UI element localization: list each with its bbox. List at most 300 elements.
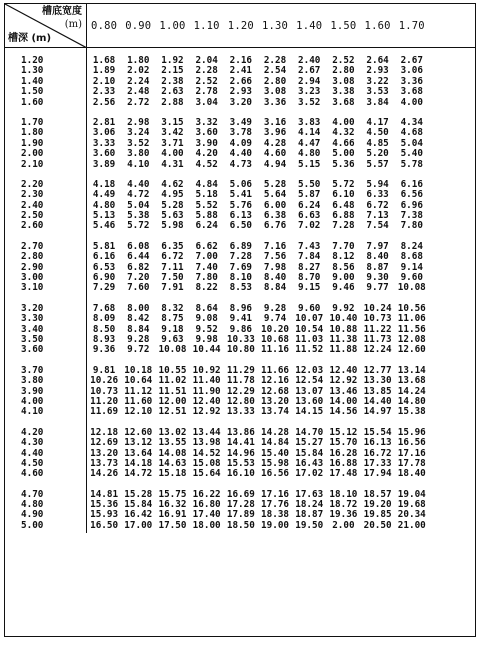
value-cell: 11.29 [226,364,255,376]
value-cell: 3.23 [298,86,321,98]
value-cell: 2.15 [161,65,184,77]
value-cell: 2.78 [195,86,218,98]
value-cell: 2.00 [332,519,355,531]
value-cell: 5.00 [332,148,355,160]
value-cell: 12.18 [90,426,119,438]
value-cell: 12.68 [261,385,290,397]
value-cell: 5.04 [400,137,423,149]
value-cell: 6.82 [127,261,150,273]
depth-cell: 4.00 [21,395,44,407]
value-cell: 1.92 [161,55,184,66]
value-cell: 13.12 [124,437,153,449]
value-cell: 3.60 [92,148,116,160]
value-cell: 19.36 [329,509,358,521]
value-cell: 4.60 [263,148,287,160]
data-table [4,3,476,637]
column-header: 1.50 [330,19,357,32]
value-cell: 3.33 [92,137,116,149]
value-cell: 2.28 [195,65,218,77]
value-cell: 10.73 [363,313,392,325]
value-cell: 15.93 [90,509,119,521]
value-cell: 2.10 [92,75,116,87]
depth-cell: 1.30 [21,65,44,77]
value-cell: 3.36 [400,75,423,87]
value-cell: 6.88 [332,210,355,222]
value-cell: 11.56 [397,323,426,335]
value-cell: 15.08 [192,457,221,469]
value-cell: 14.00 [329,395,358,407]
value-cell: 10.88 [329,323,358,335]
column-header: 1.20 [227,19,254,32]
value-cell: 7.56 [263,251,287,263]
value-cell: 16.43 [295,457,324,469]
value-cell: 6.96 [400,199,423,211]
row-group [5,172,475,234]
value-cell: 5.63 [161,210,184,222]
value-cell: 2.04 [195,55,218,66]
value-cell: 1.89 [92,65,116,77]
table-row [5,521,475,531]
value-cell: 15.64 [192,468,221,480]
value-cell: 2.93 [229,86,253,98]
value-cell: 16.56 [397,437,426,449]
value-cell: 3.15 [161,116,184,128]
value-cell: 7.29 [92,282,116,294]
value-cell: 5.78 [400,158,423,170]
value-cell: 5.87 [298,189,321,201]
value-cell: 13.64 [124,447,153,459]
value-cell: 3.52 [298,96,321,108]
value-cell: 3.04 [195,96,218,108]
value-cell: 18.57 [363,488,392,500]
value-cell: 2.64 [366,55,389,66]
value-cell: 3.06 [92,127,116,139]
value-cell: 8.70 [298,272,321,284]
column-header: 0.90 [125,19,152,32]
value-cell: 2.54 [263,65,287,77]
value-cell: 4.50 [366,127,389,139]
value-cell: 3.96 [263,127,287,139]
value-cell: 1.80 [127,55,150,66]
value-cell: 17.63 [295,488,324,500]
value-cell: 2.80 [332,65,355,77]
value-cell: 14.96 [226,447,255,459]
row-group [5,110,475,172]
depth-cell: 4.50 [21,457,44,469]
value-cell: 6.13 [229,210,253,222]
value-cell: 17.78 [397,457,426,469]
depth-cell: 2.30 [21,189,44,201]
value-cell: 7.16 [263,240,287,252]
value-cell: 6.63 [298,210,321,222]
value-cell: 13.44 [192,426,221,438]
depth-cell: 3.80 [21,375,44,387]
value-cell: 13.68 [397,375,426,387]
depth-cell: 5.00 [21,519,44,531]
value-cell: 8.56 [332,261,355,273]
value-cell: 11.60 [124,395,153,407]
value-cell: 16.10 [226,468,255,480]
value-cell: 4.80 [298,148,321,160]
value-cell: 13.46 [329,385,358,397]
value-cell: 16.88 [329,457,358,469]
column-header: 1.70 [398,19,425,32]
value-cell: 19.85 [363,509,392,521]
value-cell: 14.24 [397,385,426,397]
value-cell: 14.41 [226,437,255,449]
value-cell: 2.56 [92,96,116,108]
value-cell: 20.34 [397,509,426,521]
value-cell: 3.38 [332,86,355,98]
value-cell: 8.64 [195,302,218,314]
value-cell: 4.66 [332,137,355,149]
value-cell: 7.28 [229,251,253,263]
value-cell: 3.52 [127,137,150,149]
value-cell: 5.88 [195,210,218,222]
value-cell: 8.32 [161,302,184,314]
value-cell: 3.36 [263,96,287,108]
value-cell: 5.36 [332,158,355,170]
value-cell: 19.68 [397,499,426,511]
depth-cell: 2.90 [21,261,44,273]
value-cell: 4.85 [366,137,389,149]
table-row [5,407,475,417]
value-cell: 10.40 [329,313,358,325]
row-group [5,296,475,358]
value-cell: 5.28 [161,199,184,211]
value-cell: 3.83 [298,116,321,128]
value-cell: 9.77 [366,282,389,294]
value-cell: 7.80 [195,272,218,284]
value-cell: 2.40 [298,55,321,66]
value-cell: 9.41 [229,313,253,325]
value-cell: 17.48 [329,468,358,480]
value-cell: 2.24 [127,75,150,87]
value-cell: 6.72 [161,251,184,263]
value-cell: 21.00 [397,519,426,531]
depth-cell: 1.40 [21,75,44,87]
value-cell: 4.95 [161,189,184,201]
value-cell: 3.32 [195,116,218,128]
value-cell: 18.10 [329,488,358,500]
value-cell: 7.00 [195,251,218,263]
table-row [5,87,475,97]
depth-cell: 3.10 [21,282,44,294]
value-cell: 11.03 [295,333,324,345]
value-cell: 12.00 [158,395,187,407]
value-cell: 5.94 [366,178,389,190]
value-cell: 14.56 [329,406,358,418]
value-cell: 13.73 [90,457,119,469]
value-cell: 2.67 [298,65,321,77]
value-cell: 10.20 [261,323,290,335]
depth-cell: 3.20 [21,302,44,314]
depth-cell: 4.10 [21,406,44,418]
value-cell: 9.63 [161,333,184,345]
value-cell: 14.26 [90,468,119,480]
value-cell: 17.89 [226,509,255,521]
value-cell: 9.28 [127,333,150,345]
value-cell: 7.13 [366,210,389,222]
value-cell: 6.24 [195,220,218,232]
value-cell: 10.68 [261,333,290,345]
value-cell: 12.03 [295,364,324,376]
value-cell: 4.14 [298,127,321,139]
value-cell: 5.72 [127,220,150,232]
value-cell: 4.00 [161,148,184,160]
value-cell: 12.51 [158,406,187,418]
value-cell: 6.10 [332,189,355,201]
value-cell: 10.92 [192,364,221,376]
row-group [5,482,475,534]
value-cell: 5.38 [127,210,150,222]
value-cell: 8.68 [400,251,423,263]
value-cell: 2.98 [127,116,150,128]
value-cell: 7.40 [195,261,218,273]
value-cell: 16.32 [158,499,187,511]
value-cell: 3.49 [229,116,253,128]
value-cell: 11.51 [158,385,187,397]
value-cell: 8.87 [366,261,389,273]
value-cell: 7.38 [400,210,423,222]
value-cell: 6.53 [92,261,116,273]
value-cell: 17.40 [192,509,221,521]
value-cell: 8.42 [127,313,150,325]
value-cell: 8.10 [229,272,253,284]
value-cell: 9.86 [229,323,253,335]
value-cell: 8.84 [263,282,287,294]
value-cell: 4.32 [332,127,355,139]
value-cell: 12.77 [363,364,392,376]
value-cell: 11.66 [261,364,290,376]
value-cell: 5.50 [298,178,321,190]
value-cell: 11.52 [295,344,324,356]
value-cell: 2.02 [127,65,150,77]
depth-cell: 1.80 [21,127,44,139]
value-cell: 9.72 [127,344,150,356]
depth-cell: 4.60 [21,468,44,480]
table-row [5,221,475,231]
value-cell: 9.81 [92,364,116,376]
value-cell: 7.20 [127,272,150,284]
value-cell: 7.97 [366,240,389,252]
value-cell: 17.50 [158,519,187,531]
value-cell: 7.60 [127,282,150,294]
value-cell: 13.20 [90,447,119,459]
value-cell: 17.94 [363,468,392,480]
value-cell: 5.41 [229,189,253,201]
column-header: 1.00 [159,19,186,32]
bottom-width-label: 槽底宽度 [42,6,82,17]
value-cell: 8.27 [298,261,321,273]
value-cell: 10.56 [397,302,426,314]
value-cell: 17.00 [124,519,153,531]
value-cell: 5.64 [263,189,287,201]
value-cell: 7.84 [298,251,321,263]
value-cell: 18.87 [295,509,324,521]
value-cell: 5.46 [92,220,116,232]
value-cell: 19.00 [261,519,290,531]
value-cell: 3.08 [263,86,287,98]
value-cell: 11.16 [261,344,290,356]
value-cell: 6.89 [229,240,253,252]
value-cell: 12.40 [192,395,221,407]
value-cell: 5.13 [92,210,116,222]
value-cell: 14.97 [363,406,392,418]
value-cell: 4.84 [195,178,218,190]
value-cell: 5.06 [229,178,253,190]
value-cell: 12.24 [363,344,392,356]
value-cell: 3.89 [92,158,116,170]
value-cell: 8.40 [366,251,389,263]
value-cell: 9.52 [195,323,218,335]
value-cell: 13.30 [363,375,392,387]
row-group [5,234,475,296]
value-cell: 16.50 [90,519,119,531]
value-cell: 6.62 [195,240,218,252]
depth-cell: 2.40 [21,199,44,211]
value-cell: 6.16 [400,178,423,190]
value-cell: 5.15 [298,158,321,170]
value-cell: 11.02 [158,375,187,387]
column-header: 1.40 [296,19,323,32]
value-cell: 3.60 [195,127,218,139]
value-cell: 10.24 [363,302,392,314]
depth-cell: 4.30 [21,437,44,449]
value-cell: 4.68 [400,127,423,139]
value-cell: 9.15 [298,282,321,294]
value-cell: 13.14 [397,364,426,376]
value-cell: 5.57 [366,158,389,170]
value-cell: 14.40 [363,395,392,407]
value-cell: 12.60 [397,344,426,356]
value-cell: 7.11 [161,261,184,273]
table-row [5,98,475,108]
value-cell: 20.50 [363,519,392,531]
value-cell: 16.28 [329,447,358,459]
value-cell: 16.72 [363,447,392,459]
value-cell: 9.92 [332,302,355,314]
value-cell: 4.94 [263,158,287,170]
value-cell: 9.18 [161,323,184,335]
value-cell: 12.40 [329,364,358,376]
value-cell: 4.10 [127,158,150,170]
depth-cell: 4.20 [21,426,44,438]
value-cell: 11.40 [192,375,221,387]
table-row [5,438,475,448]
value-cell: 2.72 [127,96,150,108]
value-cell: 8.93 [92,333,116,345]
value-cell: 10.44 [192,344,221,356]
value-cell: 10.55 [158,364,187,376]
value-cell: 15.84 [124,499,153,511]
value-cell: 5.18 [195,189,218,201]
value-cell: 6.56 [400,189,423,201]
depth-cell: 1.60 [21,96,44,108]
value-cell: 13.33 [226,406,255,418]
value-cell: 3.68 [400,86,423,98]
value-cell: 8.40 [263,272,287,284]
value-cell: 13.55 [158,437,187,449]
value-cell: 18.72 [329,499,358,511]
column-header: 1.60 [364,19,391,32]
table-row [5,283,475,293]
value-cell: 10.73 [90,385,119,397]
value-cell: 12.54 [295,375,324,387]
value-cell: 12.69 [90,437,119,449]
value-cell: 10.26 [90,375,119,387]
value-cell: 3.24 [127,127,150,139]
value-cell: 7.50 [161,272,184,284]
value-cell: 4.80 [92,199,116,211]
value-cell: 14.72 [124,468,153,480]
value-cell: 2.88 [161,96,184,108]
value-cell: 12.92 [192,406,221,418]
row-group [5,420,475,482]
value-cell: 11.88 [329,344,358,356]
value-cell: 2.81 [92,116,116,128]
depth-cell: 4.40 [21,447,44,459]
column-header: 0.80 [91,19,118,32]
value-cell: 15.54 [363,426,392,438]
value-cell: 16.22 [192,488,221,500]
value-cell: 8.09 [92,313,116,325]
value-cell: 14.81 [90,488,119,500]
value-cell: 4.52 [195,158,218,170]
value-cell: 10.07 [295,313,324,325]
value-cell: 12.80 [226,395,255,407]
value-cell: 15.96 [397,426,426,438]
value-cell: 13.20 [261,395,290,407]
value-cell: 12.92 [329,375,358,387]
value-cell: 15.70 [329,437,358,449]
value-cell: 2.93 [366,65,389,77]
value-cell: 12.08 [397,333,426,345]
depth-cell: 3.90 [21,385,44,397]
value-cell: 7.28 [332,220,355,232]
depth-cell: 2.50 [21,210,44,222]
depth-cell: 3.30 [21,313,44,325]
value-cell: 3.20 [229,96,253,108]
value-cell: 17.16 [397,447,426,459]
value-cell: 3.42 [161,127,184,139]
value-cell: 16.80 [192,499,221,511]
value-cell: 2.67 [400,55,423,66]
value-cell: 4.72 [127,189,150,201]
value-cell: 2.94 [298,75,321,87]
value-cell: 13.02 [158,426,187,438]
value-cell: 11.69 [90,406,119,418]
value-cell: 17.28 [226,499,255,511]
value-cell: 5.76 [229,199,253,211]
value-cell: 4.73 [229,158,253,170]
value-cell: 8.12 [332,251,355,263]
value-cell: 6.08 [127,240,150,252]
value-cell: 11.22 [363,323,392,335]
value-cell: 19.20 [363,499,392,511]
value-cell: 6.00 [263,199,287,211]
value-cell: 14.84 [261,437,290,449]
value-cell: 3.71 [161,137,184,149]
value-cell: 11.78 [226,375,255,387]
value-cell: 15.75 [158,488,187,500]
value-cell: 8.53 [229,282,253,294]
table-body [5,48,475,533]
value-cell: 2.66 [229,75,253,87]
depth-cell: 2.00 [21,148,44,160]
value-cell: 15.18 [158,468,187,480]
table-header [5,4,475,48]
